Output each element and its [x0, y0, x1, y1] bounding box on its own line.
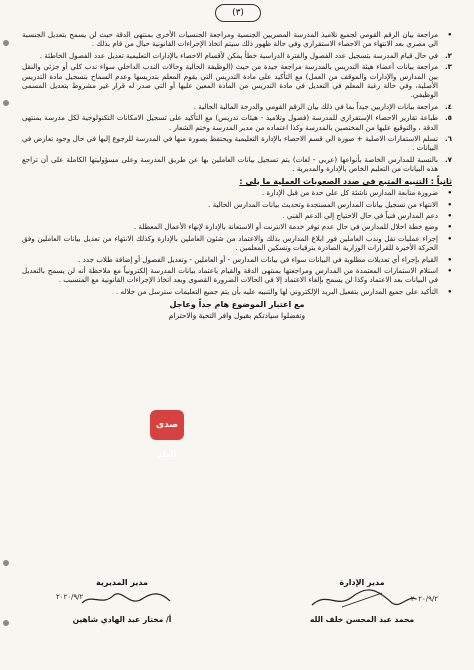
list-item [22, 234, 452, 253]
item-text: التأكيد على جميع المدارس بتفعيل البريد الإلكتروني لها والتنبيه عليه بأن يتم جميع التعليمات سترسل من خلاله . [115, 286, 438, 296]
item-text: مراجعة بيانات أعضاء هيئة التدريس بالمدرسة مراجعة جيدة من حيث (الوظيفة الحالية وحالات الندب الداخلي سواء ندب كلي أو جزئي والنقل بين المدارس والإدارات والموقف من العمل) مع التأكيد على مادة التدريس التي يقوم المعلم بتدريسها وعدم السماح بتسجيل مادة التدريس الأصلية، وفي حالة رغبة المعلم في التعديل في مادة التدريس من المادة المعين عليها أو التي صدر له قرار غير مشروط بتعديل المسمى الوظيفي. [22, 62, 438, 100]
binder-hole [3, 100, 9, 106]
item-marker: ٤. [444, 101, 452, 111]
list-item [22, 155, 452, 174]
bullet-icon: • [447, 210, 452, 220]
item-text: مراجعة بيان الرقم القومي لجميع تلاميذ المدرسة المصريين الجنسية ومراجعة الجنسيات الأخرى بمنتهى الدقة حيث لن يسمح بتعديل الجنسية الي مصري بعد الانتهاء من الاحصاء الاستقراري وفي حالة ظهور ذلك سيتم اتخاذ الإجراءات القانونية حيال من قام بذلك . [22, 30, 438, 49]
list-item [22, 287, 452, 296]
item-text: إجراء عمليات نقل وندب العاملين فور ابلاغ المدارس بذلك والاعتماد من شئون العاملين بالإدارة وكذلك الانتهاء من تعديل بيانات العاملين وفق الحركة الأخيرة للقرارات الوزارية الصادرة بترقيات وتسكين المعلمين . [22, 233, 438, 253]
list-item [22, 266, 452, 285]
list-item [22, 134, 452, 153]
document-body [22, 30, 452, 320]
binder-holes [0, 0, 12, 670]
item-text: استلام الاستمارات المعتمدة من المدارس ومراجعتها بمنتهى الدقة والقيام باعتماد بيانات المدرسة إلكترونياً مع ملاحظة أنه لن يسمح بالتعديل في البيانات بعد الاعتماد وكذا لن يسمح بإلغاء الاعتماد إلا في الحالات الضرورة القصوى وبعد اتخاذ الإجراءات القانونية مع المتسبب . [22, 265, 438, 285]
item-text: بالنسبة للمدارس الخاصة بأنواعها (عربي - لغات) يتم تسجيل بيانات العاملين بها عن طريق المدرسة وعلى مسؤوليتها الكاملة على أن تراجع هذه البيانات من التعليم الخاص بالإدارة والمديرية . [22, 154, 438, 174]
page-number: (٣) [215, 4, 261, 22]
signature-name: محمد عبد المحسن خلف الله [309, 615, 415, 624]
bullet-icon: • [447, 199, 452, 209]
item-text: تسلم الاستمارات الاصلية + صورة الي قسم الاحصاء بالإدارة التعليمية ويحتفظ بصورة منها في المدرسة للرجوع إليها في حال وجود تعارض في البيانات . [22, 134, 438, 153]
binder-hole [3, 560, 9, 566]
signature-director-administration [282, 578, 442, 624]
signature-title: مدير الإدارة [339, 578, 385, 587]
list-item [22, 62, 452, 100]
section-title: التنبيه المتبع في صدد الصعوبات العملية ما يلي : [239, 176, 428, 186]
instruction-list [22, 30, 452, 174]
list-item [22, 211, 452, 220]
binder-hole [3, 40, 9, 46]
section-list [22, 188, 452, 296]
list-item [22, 200, 452, 209]
bullet-icon: • [447, 222, 452, 232]
section-heading: ثانياً : التنبيه المتبع في صدد الصعوبات العملية ما يلي : [239, 176, 452, 186]
closing-note: مع اعتبار الموضوع هام جداً وعاجل [169, 300, 305, 310]
item-marker: ٥. [444, 113, 452, 123]
handwritten-signature-icon [42, 587, 202, 613]
item-text: القيام بإجراء أي تعديلات مطلوبة في البيانات سواء في بيانات المدارس - أو العاملين - وتعديل الفصول أو إضافة طلاب جدد . [78, 254, 438, 264]
section-number: ثانياً [436, 176, 452, 186]
item-marker: ٣. [444, 62, 452, 72]
item-marker: ٧. [444, 154, 452, 164]
bullet-icon: • [447, 254, 452, 264]
list-item [22, 255, 452, 264]
bullet-icon: • [447, 286, 452, 296]
item-text: في حال قيام المدرسة بتسجيل عدد الفصول والفترة الدراسية خطأ يمكن لأقسام الاحصاء بالإدارات التعليمية تعديل عدد الفصول الخاطئة . [39, 50, 438, 60]
signature-title: مدير المديرية [96, 578, 148, 587]
bullet-icon: • [447, 265, 452, 275]
item-text: الانتهاء من تسجيل بيانات المدارس المستجدة وتحديث بيانات المدارس الحالية . [208, 199, 438, 209]
signature-area [22, 578, 452, 658]
list-item [22, 102, 452, 111]
item-text: وضع خطة احلال للمدارس في حال عدم توفر خدمة الانترنت أو الاستعانة بالإدارة لإنهاء الأعمال المعطلة . [133, 222, 438, 232]
item-marker: ٦. [444, 134, 452, 144]
item-text: مراجعة بيانات الإداريين جيداً بما في ذلك بيان الرقم القومي والدرجة المالية الحالية . [193, 101, 438, 111]
item-marker: ٢. [444, 50, 452, 60]
closing-greeting: وتفضلوا سيادتكم بقبول وافر التحية والاحترام [168, 310, 306, 320]
signature-director-directorate [42, 578, 202, 624]
binder-hole [3, 620, 9, 626]
bullet-icon: • [447, 188, 452, 198]
list-item [22, 30, 452, 49]
list-item [22, 222, 452, 231]
signature-date: ٢٠٢٠/٩/٢ [410, 595, 438, 603]
list-item [22, 113, 452, 132]
list-item [22, 51, 452, 60]
watermark-logo: صدى البلد [150, 410, 184, 440]
bullet-icon: • [447, 233, 452, 243]
list-item [22, 188, 452, 197]
signature-date: ٢٠٢٠/٩/٢ [56, 593, 84, 601]
item-marker: • [447, 30, 452, 39]
signature-name: أ/ مختار عبد الهادي شاهين [72, 615, 172, 624]
item-text: دعم المدارس فنياً في حال الاحتياج إلى الدعم الفني . [282, 210, 438, 220]
item-text: طباعة تقارير الاحصاء الإستقراري للمدرسة (فصول وتلاميذ - هيئات تدريس) مع التأكيد على تسجيل الامكانات التكنولوجية لكل مدرسة بمنتهى الدقة ، والتوقيع عليها من المختصين بالمدرسة وكذا اعتماده من مدير المدرسة وختم الشعار . [22, 113, 438, 132]
item-text: ضرورة متابعة المدارس ناشئة كل على حدة من قبل الإدارة . [261, 188, 438, 198]
handwritten-signature-icon [282, 587, 442, 613]
